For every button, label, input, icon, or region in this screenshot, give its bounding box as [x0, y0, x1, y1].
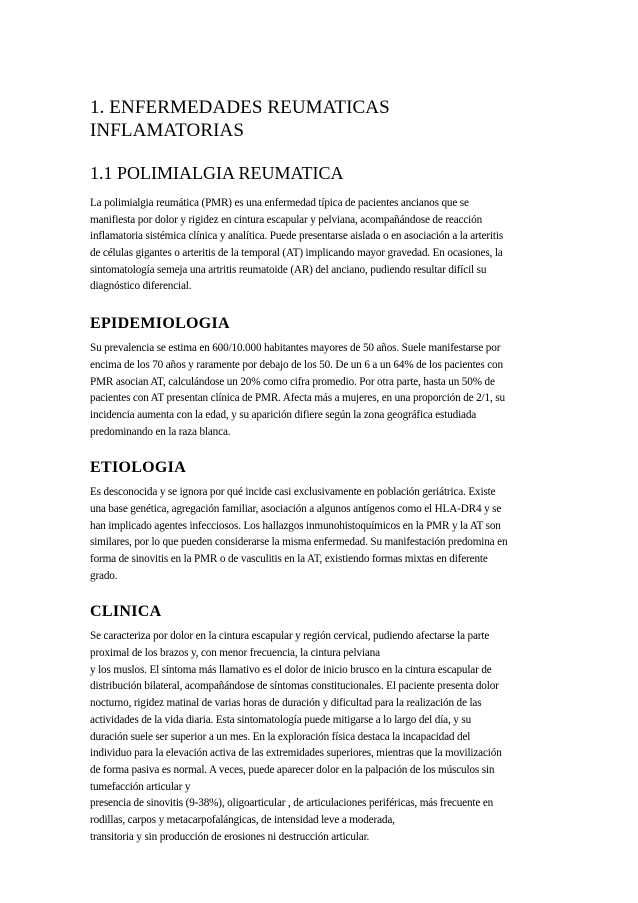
paragraph-line: han implicado agentes infecciosos. Los hallazgos inmunohistoquímicos en la PMR y la AT son [90, 519, 501, 532]
document-page [90, 96, 550, 845]
paragraph-line: rodillas, carpos y metacarpofalángicas, de intensidad leve a moderada, [90, 813, 395, 826]
paragraph-line: predominando en la raza blanca. [90, 425, 231, 438]
section-heading: EPIDEMIOLOGIA [90, 315, 230, 333]
paragraph-line: inflamatoria sistémica clínica y analítica. Puede presentarse aislada o en asociación a la arteritis [90, 230, 504, 243]
paragraph-line: encima de los 70 años y raramente por debajo de los 50. De un 6 a un 64% de los pacientes con [90, 358, 503, 371]
paragraph-line: similares, por lo que pueden considerarse la misma enfermedad. Su manifestación predomina en [90, 536, 508, 549]
paragraph-line: diagnóstico diferencial. [90, 280, 192, 293]
paragraph-line: presencia de sinovitis (9-38%), oligoarticular , de articulaciones periféricas, más frecuente en [90, 797, 494, 810]
paragraph-line: tumefacción articular y [90, 780, 191, 793]
paragraph-line: sintomatología semeja una artritis reumatoide (AR) del anciano, pudiendo resultar difícil su [90, 263, 487, 276]
paragraph-line: Se caracteriza por dolor en la cintura escapular y región cervical, pudiendo afectarse la parte [90, 630, 490, 643]
intro-paragraph [90, 195, 550, 295]
section-paragraph [90, 484, 550, 584]
section-paragraph [90, 628, 550, 845]
paragraph-line: de células gigantes o arteritis de la temporal (AT) implicando mayor gravedad. En ocasiones, la [90, 247, 503, 260]
paragraph-line: pacientes con AT presentan clínica de PMR. Afecta más a mujeres, en una proporción de 2/1, su [90, 392, 505, 405]
section-title: 1.1 POLIMIALGIA REUMATICA [90, 163, 344, 183]
chapter-title-line: 1. ENFERMEDADES REUMATICAS [90, 97, 390, 118]
paragraph-line: individuo para la elevación activa de las extremidades superiores, mientras que la movilización [90, 747, 502, 760]
paragraph-line: Es desconocida y se ignora por qué incide casi exclusivamente en población geriátrica. Existe [90, 486, 496, 499]
paragraph-line: PMR asocian AT, calculándose un 20% como cifra promedio. Por otra parte, hasta un 50% de [90, 375, 495, 388]
section-paragraph [90, 340, 550, 440]
paragraph-line: manifiesta por dolor y rigidez en cintura escapular y pelviana, acompañándose de reacción [90, 213, 483, 226]
paragraph-line: incidencia aumenta con la edad, y su aparición difiere según la zona geográfica estudiada [90, 408, 477, 421]
paragraph-line: La polimialgia reumática (PMR) es una enfermedad típica de pacientes ancianos que se [90, 197, 469, 209]
paragraph-line: una base genética, agregación familiar, asociación a algunos antígenos como el HLA-DR4 y se [90, 502, 502, 515]
chapter-title [90, 96, 550, 142]
chapter-title-line: INFLAMATORIAS [90, 120, 245, 141]
paragraph-line: distribución bilateral, acompañándose de síntomas constitucionales. El paciente presenta dolor [90, 680, 499, 693]
section-heading: ETIOLOGIA [90, 459, 187, 477]
paragraph-line: transitoria y sin producción de erosiones ni destrucción articular. [90, 830, 370, 843]
paragraph-line: forma de sinovitis en la PMR o de vasculitis en la AT, existiendo formas mixtas en diferente [90, 553, 488, 565]
paragraph-line: proximal de los brazos y, con menor frecuencia, la cintura pelviana [90, 647, 380, 660]
paragraph-line: Su prevalencia se estima en 600/10.000 habitantes mayores de 50 años. Suele manifestarse por [90, 342, 501, 355]
section-epidemiologia [90, 314, 550, 440]
paragraph-line: nocturno, rigidez matinal de varias horas de duración y dificultad para la realización de las [90, 697, 482, 710]
section-etiologia [90, 458, 550, 584]
section-clinica [90, 602, 550, 845]
section-heading: CLINICA [90, 603, 162, 621]
paragraph-line: de forma pasiva es normal. A veces, puede aparecer dolor en la palpación de los músculos sin [90, 763, 495, 776]
paragraph-line: grado. [90, 569, 118, 582]
paragraph-line: actividades de la vida diaria. Esta sintomatología puede mitigarse a lo largo del día, y su [90, 713, 472, 726]
paragraph-line: y los muslos. El síntoma más llamativo es el dolor de inicio brusco en la cintura escapular de [90, 663, 492, 676]
paragraph-line: duración suele ser superior a un mes. En la exploración física destaca la incapacidad del [90, 730, 471, 743]
